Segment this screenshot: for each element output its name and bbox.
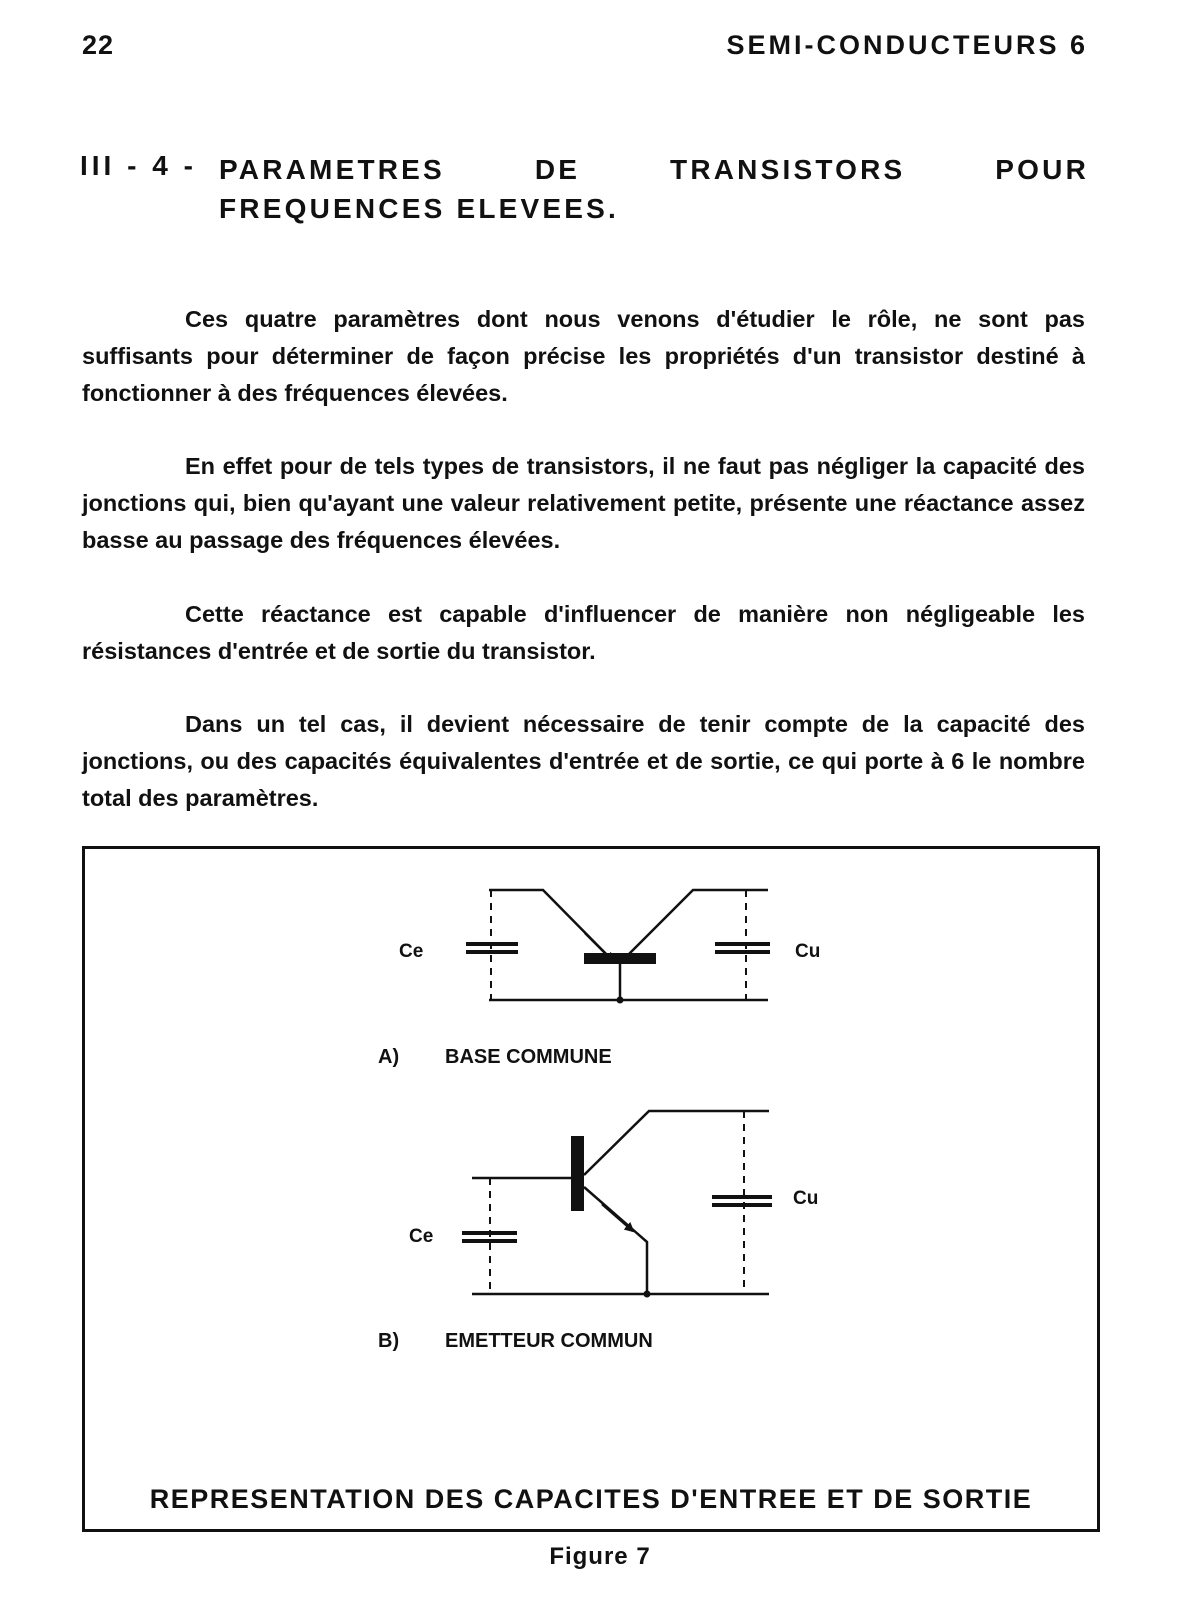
section-title: PARAMETRES DE TRANSISTORS POUR FREQUENCES ELEVEES. — [219, 154, 1089, 224]
running-head: SEMI-CONDUCTEURS 6 — [726, 30, 1088, 60]
diagram-a-base-bar — [584, 953, 656, 964]
paragraph-2: En effet pour de tels types de transistors, il ne faut pas négliger la capacité des jonctions qui, bien qu'ayant une valeur relativement petite, présente une réactance assez basse au passage des fréquences élevées. — [82, 453, 1085, 553]
diagram-a-caption: BASE COMMUNE — [445, 1046, 612, 1068]
diagram-a-output-capacitor — [715, 942, 770, 954]
diagram-b-base-bar — [571, 1136, 584, 1211]
figure-label: Figure 7 — [549, 1543, 651, 1570]
diagram-b-common-emitter — [462, 1111, 772, 1298]
diagram-b-cu-label: Cu — [793, 1188, 819, 1209]
circuit-diagrams — [85, 849, 1097, 1489]
page-number: 22 — [82, 30, 115, 60]
paragraph-4: Dans un tel cas, il devient nécessaire de tenir compte de la capacité des jonctions, ou des capacités équivalentes d'entrée et de sortie, ce qui porte à 6 le nombre total des paramètres. — [82, 711, 1085, 811]
diagram-a-ce-label: Ce — [399, 941, 424, 962]
diagram-b-collector-wire — [584, 1111, 769, 1175]
diagram-b-ce-label: Ce — [409, 1226, 434, 1247]
figure-main-caption: REPRESENTATION DES CAPACITES D'ENTREE ET DE SORTIE — [149, 1484, 1033, 1514]
diagram-b-emitter-arrow — [602, 1204, 633, 1231]
diagram-a-cu-label: Cu — [795, 941, 821, 962]
figure-box — [82, 846, 1100, 1532]
diagram-a-emitter-wire — [489, 890, 612, 960]
diagram-b-emitter-wire — [584, 1187, 647, 1294]
diagram-b-letter: B) — [378, 1330, 400, 1352]
diagram-a-letter: A) — [378, 1046, 400, 1068]
diagram-a-collector-wire — [623, 890, 768, 960]
diagram-a-common-base — [466, 890, 770, 1004]
diagram-b-caption: EMETTEUR COMMUN — [445, 1330, 653, 1352]
section-number: III - 4 - — [80, 150, 197, 181]
diagram-b-output-capacitor — [712, 1195, 772, 1207]
paragraph-3: Cette réactance est capable d'influencer de manière non négligeable les résistances d'entrée et de sortie du transistor. — [82, 601, 1085, 664]
paragraph-1: Ces quatre paramètres dont nous venons d'étudier le rôle, ne sont pas suffisants pour déterminer de façon précise les propriétés d'un transistor destiné à fonctionner à des fréquences élevées. — [82, 306, 1085, 406]
